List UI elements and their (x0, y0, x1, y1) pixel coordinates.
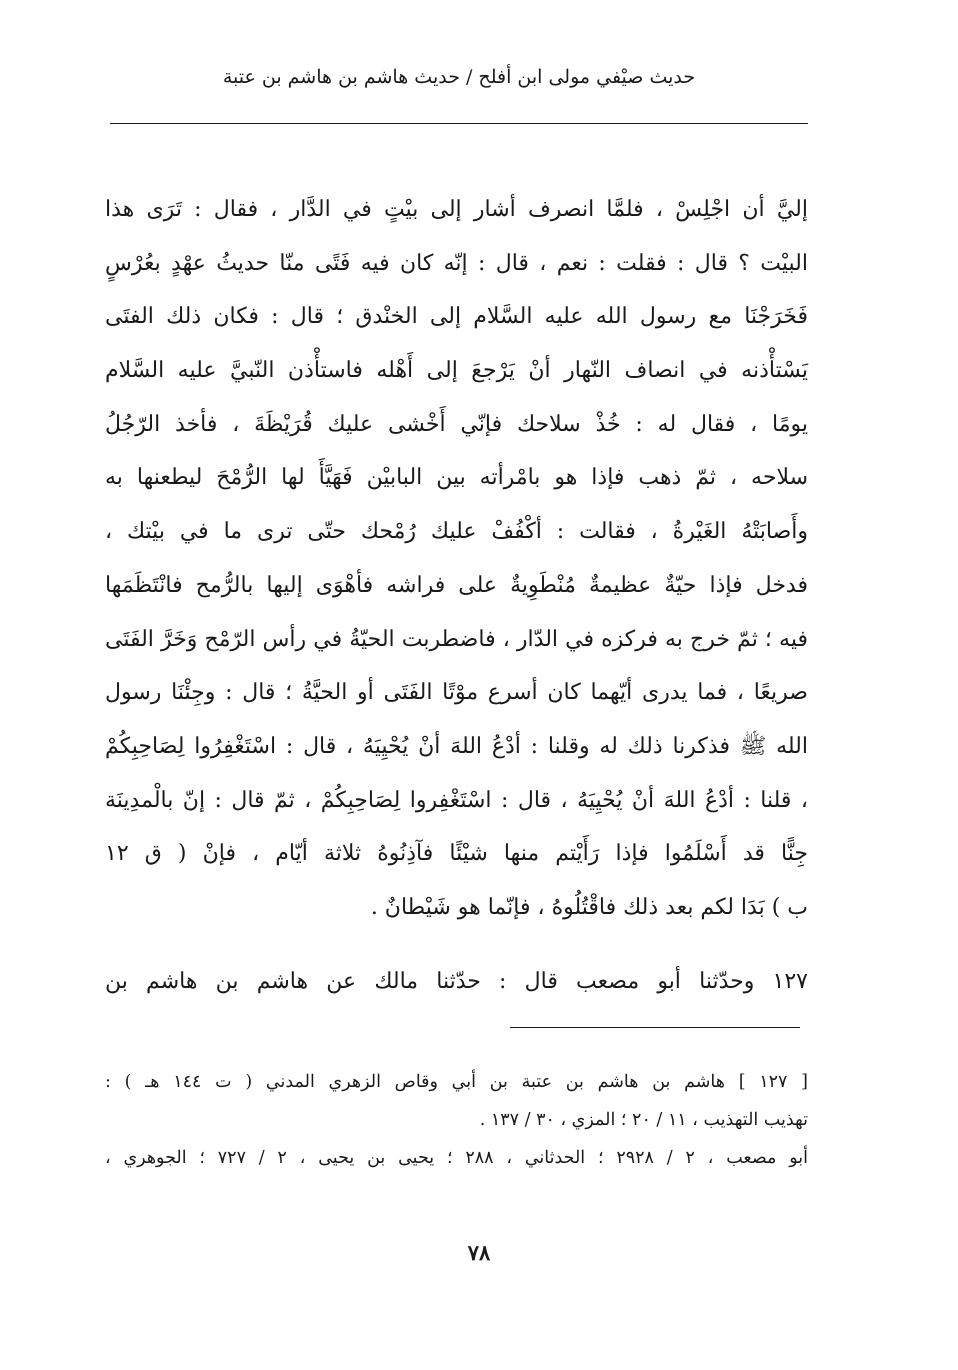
text-line: فَخَرَجْنَا مع رسول الله عليه السَّلام إلى الخنْدق ؛ قال : فكان ذلك الفتَى (105, 304, 808, 330)
text-line: الله ﷺ فذكرنا ذلك له وقلنا : أدْعُ اللهَ أنْ يُحْيِيَهُ ، قال : اسْتَغْفِرُوا لِصَاحِبِكُمْ (105, 733, 808, 759)
footnote-line: تهذيب التهذيب ، ١١ / ٢٠ ؛ المزي ، ٣٠ / ١٣٧ . (479, 1110, 808, 1130)
text-line: إليَّ أن اجْلِسْ ، فلمَّا انصرف أشار إلى بيْتٍ في الدَّار ، فقال : تَرَى هذا (105, 197, 808, 222)
footnotes-block (105, 1063, 808, 1177)
text-line: فدخل فإذا حيّةٌ عظيمةٌ مُنْطَوِيةٌ على فراشه فأهْوَى إليها بالرُّمح فانْتَظَمَها (105, 572, 808, 598)
text-line: يومًا ، فقال له : خُذْ سلاحك فإنّي أَخْشى عليك قُرَيْظَةَ ، فأخذ الرّجُلُ (105, 411, 808, 437)
header-divider (110, 123, 808, 124)
hadith-127-opening: ١٢٧ وحدّثنا أبو مصعب قال : حدّثنا مالك عن هاشم بن هاشم بن (105, 969, 808, 994)
text-line: سلاحه ، ثمّ ذهب فإذا هو بامْرأته بين البابيْن فَهَيَّأَ لها الرُّمْحَ ليطعنها به (105, 465, 808, 491)
text-line: جِنًّا قد أَسْلَمُوا فإذا رَأَيْتم منها شيْئًا فآذِنُوهُ ثلاثة أيّام ، فإنْ ( ق ١٢ (105, 841, 808, 867)
text-line: البيْت ؟ قال : فقلت : نعم ، قال : إنّه كان فيه فَتًى منّا حديثُ عهْدٍ بعُرْسٍ (105, 250, 808, 276)
text-line: ب ) بَدَا لكم بعد ذلك فاقْتُلُوهُ ، فإنّما هو شَيْطانٌ . (370, 894, 808, 920)
footnote-divider (510, 1027, 800, 1028)
text-line: صريعًا ، فما يدرى أيّهما كان أسرع موْتًا الفَتَى أو الحيَّةُ ؛ قال : وجِئْنَا رسول (105, 680, 808, 706)
text-line: ، قلنا : أدْعُ اللهَ أنْ يُحْيِيَهُ ، قال : اسْتَغْفِروا لِصَاحِبِكُمْ ، ثمّ قال : إنّ بالْمدِينَة (105, 787, 808, 813)
text-line: وأَصابَتْهُ الغَيْرةُ ، فقالت : أكْفُفْ عليك رُمْحك حتّى ترى ما في بيْتك ، (105, 519, 808, 545)
text-line: يَسْتأْذنه في انصاف النّهار أنْ يَرْجعَ إلى أَهْله فاستأْذن النّبيَّ عليه السَّلام (105, 358, 808, 384)
main-text-block (105, 183, 808, 935)
running-head: حديث صيْفي مولى ابن أفلح / حديث هاشم بن هاشم بن عتبة (222, 66, 696, 88)
page-number: ٧٨ (467, 1240, 491, 1265)
footnote-line: [ ١٢٧ ] هاشم بن هاشم بن عتبة بن أبي وقاص الزهري المدني ( ت ١٤٤ هـ ) : (105, 1072, 808, 1092)
footnote-line: أبو مصعب ، ٢ / ٢٩٢٨ ؛ الحدثاني ، ٢٨٨ ؛ يحيى بن يحيى ، ٢ / ٧٢٧ ؛ الجوهري ، (105, 1148, 808, 1168)
text-line: فيه ؛ ثمّ خرج به فركزه في الدّار ، فاضطربت الحيّةُ في رأس الرّمْح وَخَرَّ الفَتَى (105, 626, 808, 652)
